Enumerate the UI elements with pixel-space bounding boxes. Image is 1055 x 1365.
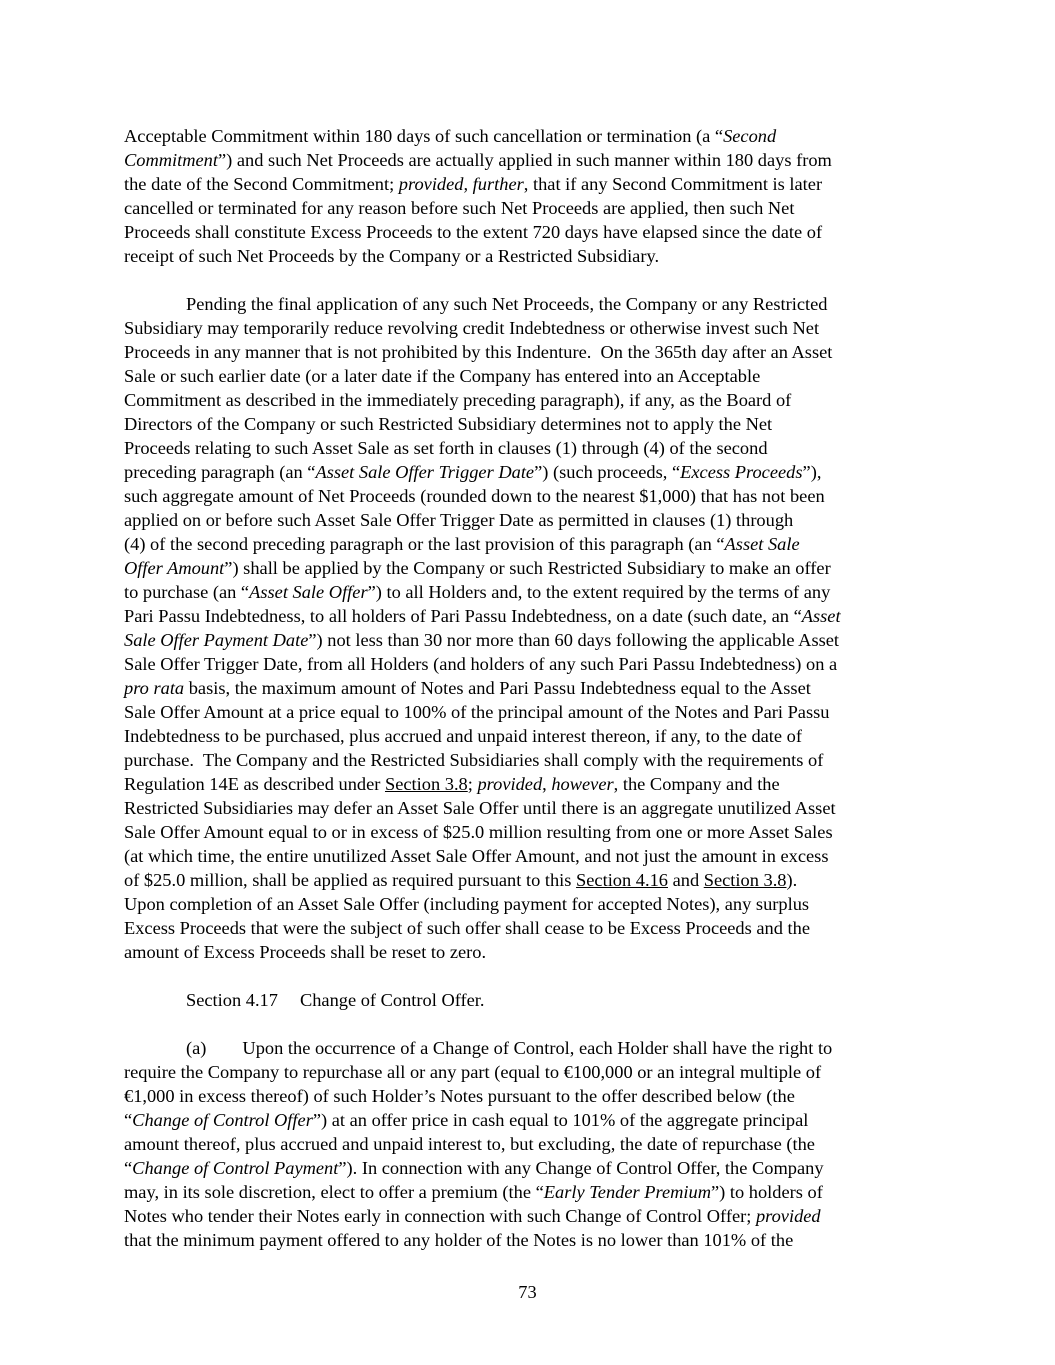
text-run: Commitment as described in the immediately preceding paragraph), if any, as the Board of (124, 390, 792, 410)
text-run: Acceptable Commitment within 180 days of such cancellation or termination (a “ (124, 126, 724, 146)
text-run: “ (124, 1110, 133, 1130)
section-reference: Section 3.8 (384, 774, 468, 794)
text-run: ”) shall be applied by the Company or such Restricted Subsidiary to make an offer (224, 558, 831, 578)
paragraph-1 (124, 124, 944, 268)
text-run: €1,000 in excess thereof) of such Holder’s Notes pursuant to the offer described below (the (124, 1086, 795, 1106)
text-line (124, 1204, 944, 1228)
text-line (124, 1180, 944, 1204)
text-line (124, 556, 944, 580)
text-run: and (667, 870, 704, 890)
defined-term: Change of Control Payment (132, 1158, 339, 1178)
text-run: Restricted Subsidiaries may defer an Asset Sale Offer until there is an aggregate unutilized Asset (124, 798, 836, 818)
text-run: such aggregate amount of Net Proceeds (rounded down to the nearest $1,000) that has not been (124, 486, 825, 506)
text-line (124, 1132, 944, 1156)
text-run: ”) (such proceeds, “ (534, 462, 681, 482)
text-line (124, 676, 944, 700)
defined-term: Offer Amount (124, 558, 225, 578)
page-number: 73 (518, 1282, 537, 1302)
defined-term: however (551, 774, 614, 794)
text-line (124, 724, 944, 748)
paragraph-gap (124, 268, 944, 292)
paragraph-gap (124, 964, 944, 988)
text-line (124, 1228, 944, 1252)
text-line (124, 1084, 944, 1108)
text-line (124, 892, 944, 916)
text-line (124, 364, 944, 388)
text-line (124, 172, 944, 196)
text-line (124, 580, 944, 604)
text-line (124, 124, 944, 148)
text-run: , that if any Second Commitment is later (523, 174, 823, 194)
text-run: Proceeds in any manner that is not prohibited by this Indenture. On the 365th day after an Asset (124, 342, 833, 362)
text-run: Pari Passu Indebtedness, to all holders of Pari Passu Indebtedness, on a date (such date, an “ (124, 606, 802, 626)
text-run: to purchase (an “ (124, 582, 250, 602)
text-line (124, 652, 944, 676)
text-run: Subsidiary may temporarily reduce revolving credit Indebtedness or otherwise invest such Net (124, 318, 820, 338)
text-run: ”) at an offer price in cash equal to 101% of the aggregate principal (312, 1110, 809, 1130)
defined-term: Asset Sale (724, 534, 800, 554)
text-run: Indebtedness to be purchased, plus accrued and unpaid interest thereon, if any, to the date of (124, 726, 803, 746)
text-run: the date of the Second Commitment; (124, 174, 399, 194)
text-line (124, 748, 944, 772)
defined-term: Excess Proceeds (680, 462, 803, 482)
text-run: Regulation 14E as described under (124, 774, 385, 794)
text-run: Notes who tender their Notes early in connection with such Change of Control Offer; (124, 1206, 756, 1226)
text-line (124, 1036, 944, 1060)
text-run: Pending the final application of any such Net Proceeds, the Company or any Restricted (186, 294, 828, 314)
text-line (124, 148, 944, 172)
text-run: Sale Offer Amount at a price equal to 100% of the principal amount of the Notes and Pari Passu (124, 702, 830, 722)
text-line (124, 412, 944, 436)
text-run: preceding paragraph (an “ (124, 462, 316, 482)
text-line (124, 796, 944, 820)
text-line (124, 820, 944, 844)
section-title: Change of Control Offer. (299, 990, 485, 1010)
text-line (124, 508, 944, 532)
text-run: ”) to holders of (711, 1182, 823, 1202)
text-line (124, 1108, 944, 1132)
defined-term: provided (477, 774, 543, 794)
text-line (124, 244, 944, 268)
text-run: (4) of the second preceding paragraph or the last provision of this paragraph (an “ (124, 534, 725, 554)
text-run: ”) and such Net Proceeds are actually applied in such manner within 180 days from (218, 150, 832, 170)
text-run: may, in its sole discretion, elect to offer a premium (the “ (124, 1182, 544, 1202)
text-run: Sale Offer Trigger Date, from all Holders (and holders of any such Pari Passu Indebtedness) on a (124, 654, 838, 674)
text-line (124, 628, 944, 652)
text-run: ”) to all Holders and, to the extent required by the terms of any (367, 582, 831, 602)
text-run: Excess Proceeds that were the subject of such offer shall cease to be Excess Proceeds and the (124, 918, 810, 938)
section-number: Section 4.17 (186, 990, 278, 1010)
text-run: , (542, 774, 552, 794)
text-line (124, 604, 944, 628)
text-run: ”). In connection with any Change of Control Offer, the Company (338, 1158, 824, 1178)
defined-term: Asset Sale Offer (249, 582, 368, 602)
document-page (124, 124, 944, 1252)
defined-term: Early Tender Premium (543, 1182, 711, 1202)
defined-term: Sale Offer Payment Date (124, 630, 309, 650)
defined-term: Asset (801, 606, 841, 626)
text-run: ”) not less than 30 nor more than 60 days following the applicable Asset (308, 630, 840, 650)
text-line (124, 1060, 944, 1084)
text-line (124, 916, 944, 940)
defined-term: pro rata (124, 678, 185, 698)
text-line (124, 388, 944, 412)
text-run: Upon completion of an Asset Sale Offer (including payment for accepted Notes), any surplus (124, 894, 810, 914)
section-reference: Section 3.8 (703, 870, 787, 890)
text-run: that the minimum payment offered to any holder of the Notes is no lower than 101% of the (124, 1230, 794, 1250)
text-run: ”), (802, 462, 822, 482)
text-run: cancelled or terminated for any reason before such Net Proceeds are applied, then such Net (124, 198, 795, 218)
defined-term: Change of Control Offer (132, 1110, 313, 1130)
text-run: amount of Excess Proceeds shall be reset to zero. (124, 942, 487, 962)
text-run: require the Company to repurchase all or any part (equal to €100,000 or an integral multiple of (124, 1062, 822, 1082)
text-line (124, 1156, 944, 1180)
text-run: ). (786, 870, 798, 890)
text-run: of $25.0 million, shall be applied as required pursuant to this (124, 870, 577, 890)
text-line (124, 340, 944, 364)
text-line (124, 844, 944, 868)
defined-term: Asset Sale Offer Trigger Date (315, 462, 535, 482)
defined-term: Commitment (124, 150, 218, 170)
text-run: “ (124, 1158, 133, 1178)
text-run: Sale or such earlier date (or a later date if the Company has entered into an Acceptable (124, 366, 761, 386)
paragraph-gap (124, 1012, 944, 1036)
text-run: Directors of the Company or such Restricted Subsidiary determines not to apply the Net (124, 414, 773, 434)
paragraph-3 (124, 1036, 944, 1252)
clause-label: (a) (186, 1038, 207, 1058)
text-line (124, 436, 944, 460)
section-reference: Section 4.16 (576, 870, 668, 890)
text-line (124, 772, 944, 796)
text-line (124, 196, 944, 220)
paragraph-2 (124, 292, 944, 964)
text-run: purchase. The Company and the Restricted Subsidiaries shall comply with the requirements of (124, 750, 824, 770)
text-run: Upon the occurrence of a Change of Control, each Holder shall have the right to (242, 1038, 833, 1058)
defined-term: provided (755, 1206, 821, 1226)
text-line (124, 484, 944, 508)
text-run: , the Company and the (613, 774, 780, 794)
text-run: Sale Offer Amount equal to or in excess of $25.0 million resulting from one or more Asset Sales (124, 822, 833, 842)
section-heading (124, 988, 944, 1012)
text-run: amount thereof, plus accrued and unpaid interest to, but excluding, the date of repurchase (the (124, 1134, 815, 1154)
text-line (124, 532, 944, 556)
text-line (124, 292, 944, 316)
text-line (124, 316, 944, 340)
text-run: (at which time, the entire unutilized Asset Sale Offer Amount, and not just the amount in excess (124, 846, 829, 866)
text-line (124, 700, 944, 724)
text-run: ; (467, 774, 478, 794)
text-run: Proceeds relating to such Asset Sale as set forth in clauses (1) through (4) of the second (124, 438, 768, 458)
text-line (124, 460, 944, 484)
text-run: applied on or before such Asset Sale Offer Trigger Date as permitted in clauses (1) through (124, 510, 794, 530)
defined-term: Second (723, 126, 777, 146)
defined-term: provided, further (398, 174, 524, 194)
text-run: receipt of such Net Proceeds by the Company or a Restricted Subsidiary. (124, 246, 660, 266)
text-run: basis, the maximum amount of Notes and Pari Passu Indebtedness equal to the Asset (184, 678, 811, 698)
text-line (124, 220, 944, 244)
text-run: Proceeds shall constitute Excess Proceeds to the extent 720 days have elapsed since the date of (124, 222, 823, 242)
text-line (124, 868, 944, 892)
text-line (124, 940, 944, 964)
